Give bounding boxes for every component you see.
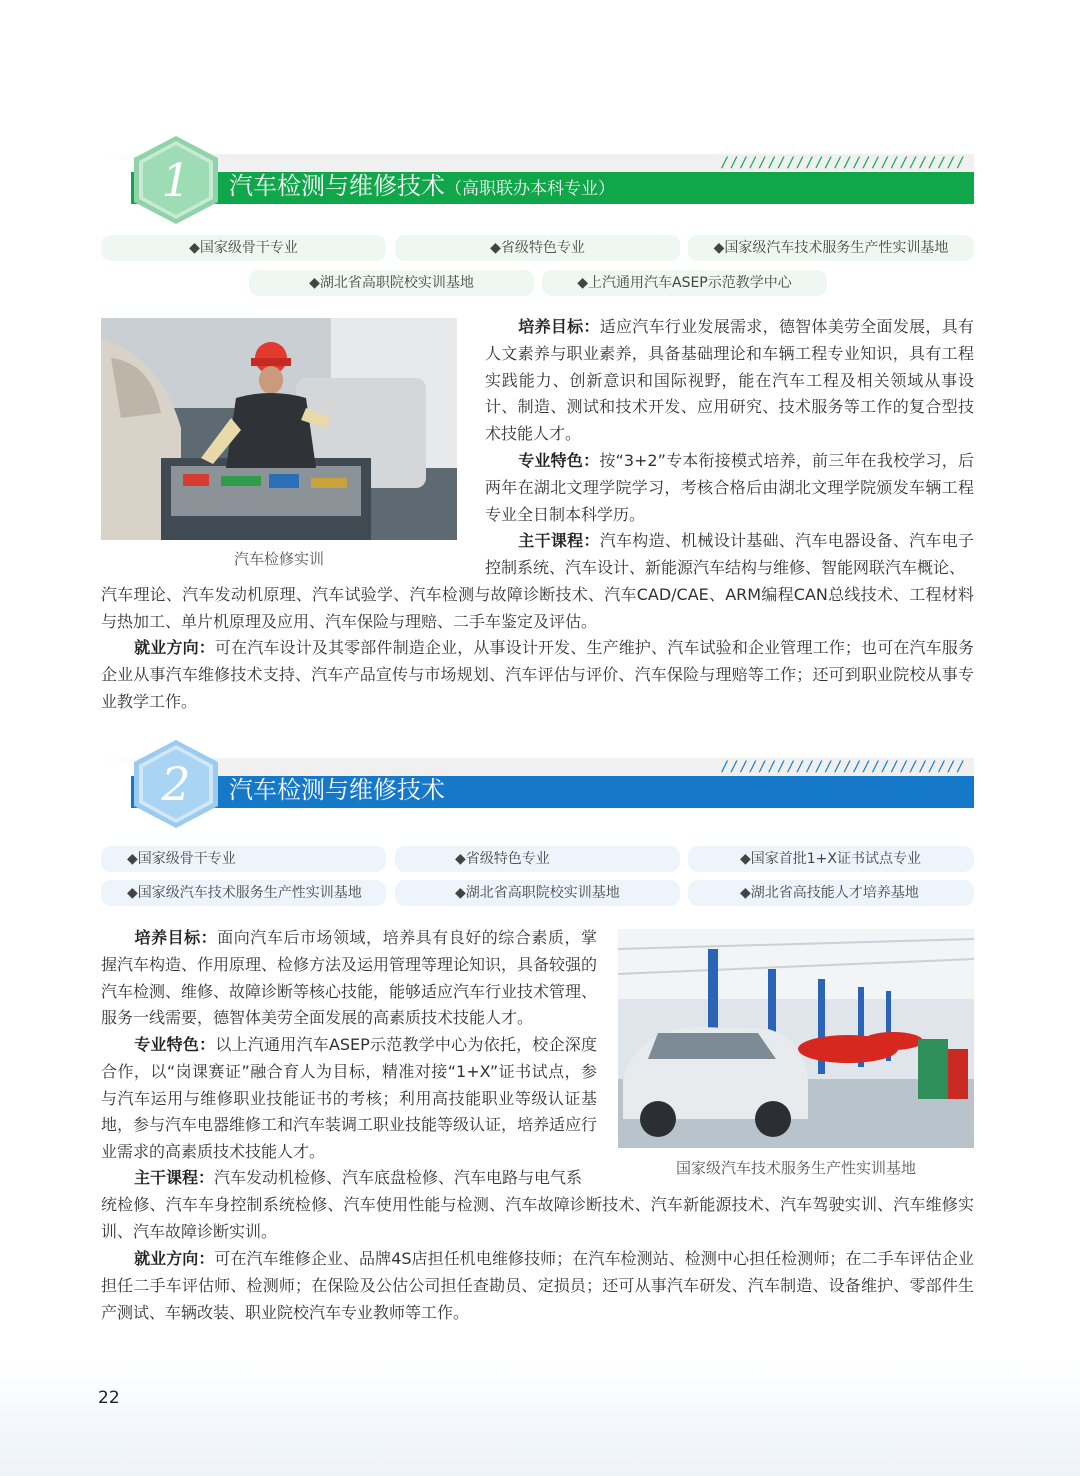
photo-caption: 汽车检修实训 [233,550,324,568]
course-paragraph: 主干课程：汽车发动机检修、汽车底盘检修、汽车电路与电气系 [134,1168,583,1187]
header-stripes: ////////////////////////// [720,759,966,775]
tag: ◆省级特色专业 [395,235,680,261]
section-2-title: 汽车检测与维修技术 [229,776,445,804]
section-1-title: 汽车检测与维修技术（高职联办本科专业） [229,172,615,200]
section-number: 1 [161,153,191,207]
tag: ◆省级特色专业 [395,846,680,872]
course-paragraph: 主干课程：汽车构造、机械设计基础、汽车电器设备、汽车电子控制系统、汽车设计、新能源汽车结构与维修、智能网联汽车概论、 [485,531,974,577]
section-1-subtitle: （高职联办本科专业） [445,179,615,199]
tag: ◆上汽通用汽车ASEP示范教学中心 [542,270,827,296]
feature-paragraph: 专业特色：按“3+2”专本衔接模式培养，前三年在我校学习，后两年在湖北文理学院学习，考核合格后由湖北文理学院颁发车辆工程专业全日制本科学历。 [485,451,974,524]
course-paragraph-cont: 汽车理论、汽车发动机原理、汽车试验学、汽车检测与故障诊断技术、汽车CAD/CAE、ARM编程CAN总线技术、工程材料与热加工、单片机原理及应用、汽车保险与理赔、二手车鉴定及评估。 [101,585,974,631]
goal-paragraph: 培养目标：适应汽车行业发展需求，德智体美劳全面发展，具有人文素养与职业素养，具备基础理论和车辆工程专业知识，具有工程实践能力、创新意识和国际视野，能在汽车工程及相关领域从事设计、制造、测试和技术开发、应用研究、技术服务等工作的复合型技术技能人才。 [485,317,974,444]
car-repair-photo [101,318,457,540]
page-number: 22 [98,1388,120,1408]
header-stripes: ////////////////////////// [720,155,966,171]
tag: ◆国家级汽车技术服务生产性实训基地 [101,880,386,906]
tag: ◆湖北省高技能人才培养基地 [688,880,974,906]
section-number: 2 [161,757,191,811]
section-2-header [101,758,974,810]
photo-caption: 国家级汽车技术服务生产性实训基地 [675,1159,916,1177]
tag: ◆湖北省高职院校实训基地 [249,270,534,296]
section-1-header [101,154,974,206]
tag: ◆国家级汽车技术服务生产性实训基地 [688,235,974,261]
course-paragraph-cont: 统检修、汽车车身控制系统检修、汽车使用性能与检测、汽车故障诊断技术、汽车新能源技术、汽车驾驶实训、汽车维修实训、汽车故障诊断实训。 [101,1195,974,1241]
tag: ◆国家首批1+X证书试点专业 [688,846,974,872]
number-hexagon [134,136,218,224]
goal-paragraph: 培养目标：面向汽车后市场领域，培养具有良好的综合素质，掌握汽车构造、作用原理、检修方法及运用管理等理论知识，具备较强的汽车检测、维修、故障诊断等核心技能，能够适应汽车行业技术管理、服务一线需要，德智体美劳全面发展的高素质技术技能人才。 [101,928,598,1028]
career-paragraph: 就业方向：可在汽车维修企业、品牌4S店担任机电维修技师；在汽车检测站、检测中心担任检测师；在二手车评估企业担任二手车评估师、检测师；在保险及公估公司担任查勘员、定损员；还可从事汽车研发、汽车制造、设备维护、零部件生产测试、车辆改装、职业院校汽车专业教师等工作。 [101,1249,974,1322]
training-base-photo [618,929,974,1148]
page-footer [0,1362,1080,1476]
tag: ◆国家级骨干专业 [101,846,386,872]
career-paragraph: 就业方向：可在汽车设计及其零部件制造企业，从事设计开发、生产维护、汽车试验和企业管理工作；也可在汽车服务企业从事汽车维修技术支持、汽车产品宣传与市场规划、汽车评估与评价、汽车保险与理赔等工作；还可到职业院校从事专业教学工作。 [101,638,974,711]
tag: ◆湖北省高职院校实训基地 [395,880,680,906]
number-hexagon [134,740,218,828]
tag: ◆国家级骨干专业 [101,235,386,261]
feature-paragraph: 专业特色：以上汽通用汽车ASEP示范教学中心为依托，校企深度合作，以“岗课赛证”融合育人为目标，精准对接“1+X”证书试点，参与汽车运用与维修职业技能证书的考核；利用高技能职业等级认证基地，参与汽车电器维修工和汽车装调工职业技能等级认证，培养适应行业需求的高素质技术技能人才。 [101,1035,598,1162]
